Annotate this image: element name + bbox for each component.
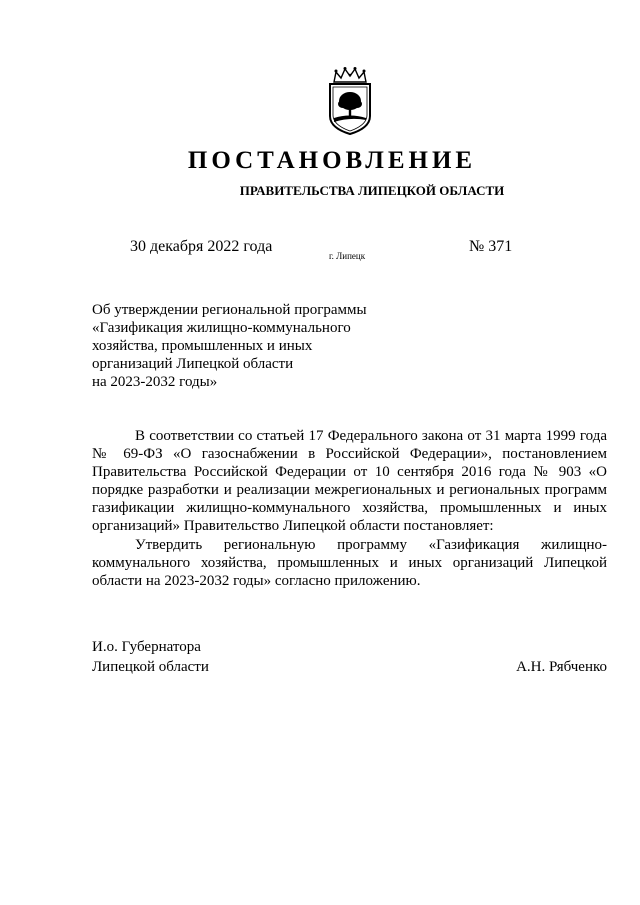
- paragraph-line: В соответствии со статьей 17 Федерального закона от 31 марта 1999 года: [135, 428, 607, 444]
- signatory-name: А.Н. Рябченко: [516, 659, 607, 675]
- heading-line: на 2023-2032 годы»: [92, 374, 218, 390]
- paragraph-line: Правительства Российской Федерации от 10 сентября 2016 года № 903 «О: [92, 464, 607, 480]
- document-city: г. Липецк: [329, 251, 366, 261]
- paragraph-line: порядке разработки и реализации межрегиональных и региональных программ: [92, 482, 607, 498]
- document-heading: [92, 301, 367, 391]
- document-date: 30 декабря 2022 года: [130, 238, 273, 255]
- document-subtitle: ПРАВИТЕЛЬСТВА ЛИПЕЦКОЙ ОБЛАСТИ: [239, 183, 505, 198]
- signatory-position-line: И.о. Губернатора: [92, 639, 201, 655]
- signatory-position: [92, 637, 209, 677]
- heading-line: организаций Липецкой области: [92, 356, 294, 372]
- paragraph-preamble: [92, 427, 607, 535]
- heading-line: «Газификация жилищно-коммунального: [92, 320, 351, 336]
- paragraph-line: Утвердить региональную программу «Газификация жилищно-: [135, 537, 607, 553]
- signatory-position-line: Липецкой области: [92, 659, 209, 675]
- coat-of-arms-icon: [322, 66, 378, 138]
- document-title: ПОСТАНОВЛЕНИЕ: [187, 147, 477, 174]
- paragraph-line: № 69-ФЗ «О газоснабжении в Российской Федерации», постановлением: [92, 446, 607, 462]
- document-number: № 371: [469, 238, 513, 255]
- heading-line: хозяйства, промышленных и иных: [92, 338, 313, 354]
- heading-line: Об утверждении региональной программы: [92, 302, 367, 318]
- paragraph-resolution: [92, 536, 607, 590]
- paragraph-line: коммунального хозяйства, промышленных и иных организаций Липецкой: [92, 555, 607, 571]
- paragraph-line: области на 2023-2032 годы» согласно приложению.: [92, 573, 421, 589]
- paragraph-line: газификации жилищно-коммунального хозяйства, промышленных и иных: [92, 500, 607, 516]
- paragraph-line: организаций» Правительство Липецкой области постановляет:: [92, 518, 494, 534]
